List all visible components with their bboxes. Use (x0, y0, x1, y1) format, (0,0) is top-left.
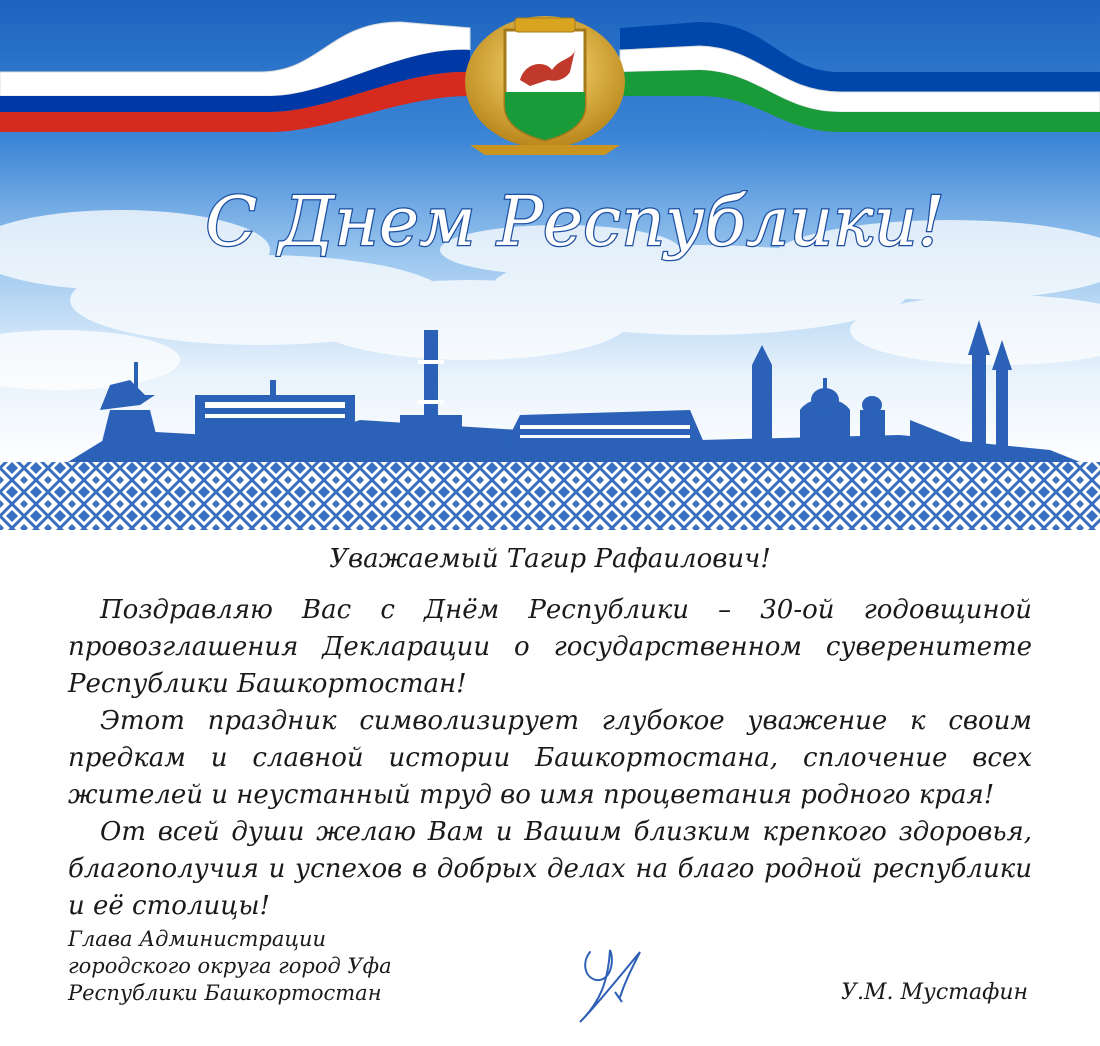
paragraph-3: От всей души желаю Вам и Вашим близким крепкого здоровья, благополучия и успехов в добрых делах на благо родной республики и её столицы! (68, 817, 1032, 921)
ornament-band (0, 462, 1100, 530)
letter-body (0, 530, 1100, 1046)
paragraph-2: Этот праздник символизирует глубокое уважение к своим предкам и славной истории Башкортостана, сплочение всех жителей и неустанный труд во имя процветания родного края! (68, 706, 1032, 810)
signer-name: У.М. Мустафин (841, 980, 1028, 1005)
signature-title-line-2: городского округа город Уфа (68, 954, 392, 978)
paragraph-1: Поздравляю Вас с Днём Республики – 30-ой годовщиной провозглашения Декларации о государственном суверенитете Республики Башкортостан! (68, 595, 1032, 699)
signature-title-line-1: Глава Администрации (68, 927, 327, 951)
signature-title-line-3: Республики Башкортостан (68, 981, 382, 1005)
card-title: С Днем Республики! (205, 183, 945, 262)
signature-title (68, 926, 392, 1007)
handwritten-signature (560, 922, 670, 1032)
greeting-line: Уважаемый Тагир Рафаилович! (329, 544, 771, 574)
